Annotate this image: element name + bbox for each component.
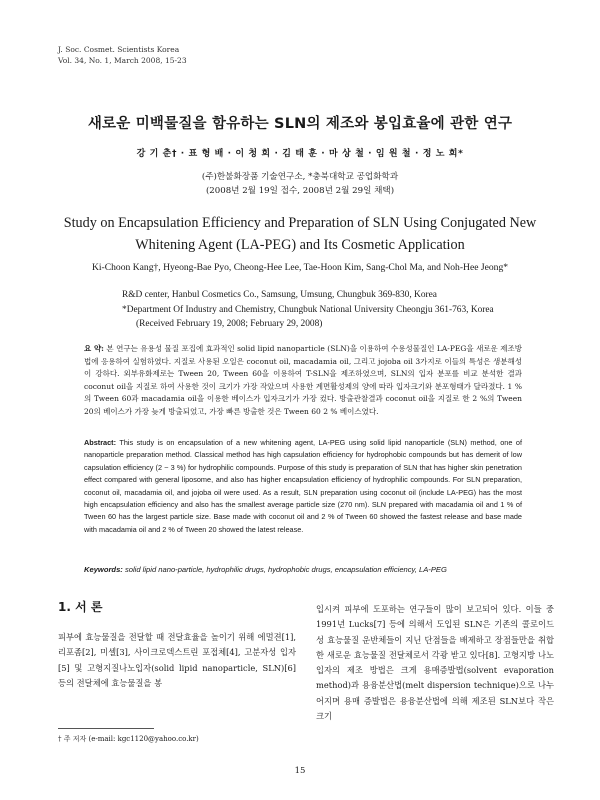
body-column-right: 입시켜 피부에 도포하는 연구들이 많이 보고되어 있다. 이들 중 1991년 Lucks[7] 등에 의해서 도입된 SLN은 기존의 콜로이드성 효능물질 운반체들이 지닌 단점들을 배제하고 장점들만을 취합한 새로운 효능물질 전달체로서 각광 받고 있다[8]. 고형지방 나노입자의 제조 방법은 크게 용매증발법(solvent evaporation method)과 용융분산법(melt dispersion technique)으로 나누어지며 용매 증발법은 용융분산법에 의해 제조된 SLN보다 작은 크기 (316, 604, 554, 722)
page-number: 15 (294, 766, 306, 776)
journal-name: J. Soc. Cosmet. Scientists Korea (58, 45, 180, 54)
journal-header (58, 44, 187, 66)
footnote: † 주 저자 (e-mail: kgc1120@yahoo.co.kr) (58, 735, 199, 743)
english-authors: Ki-Choon Kang†, Hyeong-Bae Pyo, Cheong-Hee Lee, Tae-Hoon Kim, Sang-Chol Ma, and Noh-Hee Jeong* (91, 262, 509, 273)
korean-dates: (2008년 2월 19일 접수, 2008년 2월 29일 채택) (205, 186, 395, 196)
english-title-line1: Study on Encapsulation Efficiency and Preparation of SLN Using Conjugated New (63, 215, 537, 231)
english-abstract (84, 437, 522, 536)
english-title (30, 212, 570, 256)
received-dates: (Received February 19, 2008; February 29, 2008) (136, 319, 323, 329)
section-heading: 1. 서 론 (58, 600, 103, 614)
body-column-left: 피부에 효능물질을 전달할 때 전달효율을 높이기 위해 에멀젼[1], 리포좀[2], 미셀[3], 사이크로덱스트린 포접체[4], 고분자성 입자[5] 및 고형지질나노입자(solid lipid nanoparticle, SLN)[6] 등의 전달체에 효능물질을 봉 (58, 632, 296, 688)
korean-title: 새로운 미백물질을 함유하는 SLN의 제조와 봉입효율에 관한 연구 (87, 116, 513, 132)
english-abstract-label: Abstract: (84, 438, 117, 447)
korean-abstract-label: 요 약: (84, 344, 104, 353)
footnote-divider (58, 728, 154, 729)
keywords-label: Keywords: (84, 565, 123, 574)
korean-abstract-text: 본 연구는 유용성 물질 포집에 효과적인 solid lipid nanoparticle (SLN)을 이용하여 수용성물질인 LA-PEG을 새로운 제조방법에 응용하여 실험하였다. 지질로 사용된 오일은 coconut oil, macadamia oil, 그리고 jojoba oil 3가지로 이들의 특성은 생분해성이 강하다. 외부유화제로는 Tween 20, Tween 60을 이용하여 T-SLN을 제조하였으며, SLN의 입자 분포를 비교 분석한 결과 coconut oil을 지질로 하여 사용한 것이 크기가 가장 작았으며 사용한 계면활성제의 양에 따라 입자크기와 분포형태가 달라졌다. 1 %의 Tween 60과 macadamia oil을 이용한 베이스가 입자크기가 가장 컸다. 방출관찰결과 coconut oil을 지질로 한 2 %의 Tween 20의 베이스가 가장 늦게 방출되었고, 가장 빠른 방출한 것은 Tween 60 2 % 베이스였다. (84, 344, 523, 416)
journal-volume: Vol. 34, No. 1, March 2008, 15-23 (58, 56, 187, 65)
keywords-text: solid lipid nano-particle, hydrophilic drugs, hydrophobic drugs, encapsulation efficiency, LA-PEG (122, 565, 447, 574)
korean-affiliation: (주)한불화장품 기술연구소, *충북대학교 공업화학과 (201, 172, 399, 182)
english-title-line2: Whitening Agent (LA-PEG) and Its Cosmetic Application (135, 237, 465, 253)
affiliation-2: *Department Of Industry and Chemistry, Chungbuk National University Cheongju 361-763, Korea (122, 304, 494, 315)
korean-abstract (84, 343, 522, 418)
keywords (84, 565, 554, 574)
korean-authors: 강 기 춘† · 표 형 배 · 이 청 희 · 김 태 훈 · 마 상 철 · 임 원 철 · 정 노 희* (136, 149, 464, 159)
affiliation-1: R&D center, Hanbul Cosmetics Co., Samsung, Umsung, Chungbuk 369-830, Korea (122, 290, 437, 300)
english-affiliation-block (122, 288, 542, 332)
korean-affiliation-block (0, 170, 600, 198)
english-abstract-text: This study is on encapsulation of a new whitening agent, LA-PEG using solid lipid nanoparticle (SLN) method, one of nanoparticle preparation method. Classical method has high capsulation efficiency for hydrophobic compounds but has demerit of low capsulation efficiency (2 ~ 3 %) for hydrophilic compounds. Purpose of this study is preparation of SLN that has higher skin penetration effect compared with general liposome, and also has higher encapsulation efficiency of hydrophilic compounds. For SLN preparation, coconut oil, macadamia oil, and jojoba oil were used. As a result, SLN preparation using coconut oil (include LA-PEG) has the most high encapsulation efficiency and also has the smallest average particle size (270 nm). SLN prepared with macadamia oil and 1 % of Tween 60 has the largest particle size. Base made with coconut oil and 2 % of Tween 60 showed the fastest release and base made with macadamia oil and 2 % of Tween 20 showed the latest release. (84, 438, 522, 534)
